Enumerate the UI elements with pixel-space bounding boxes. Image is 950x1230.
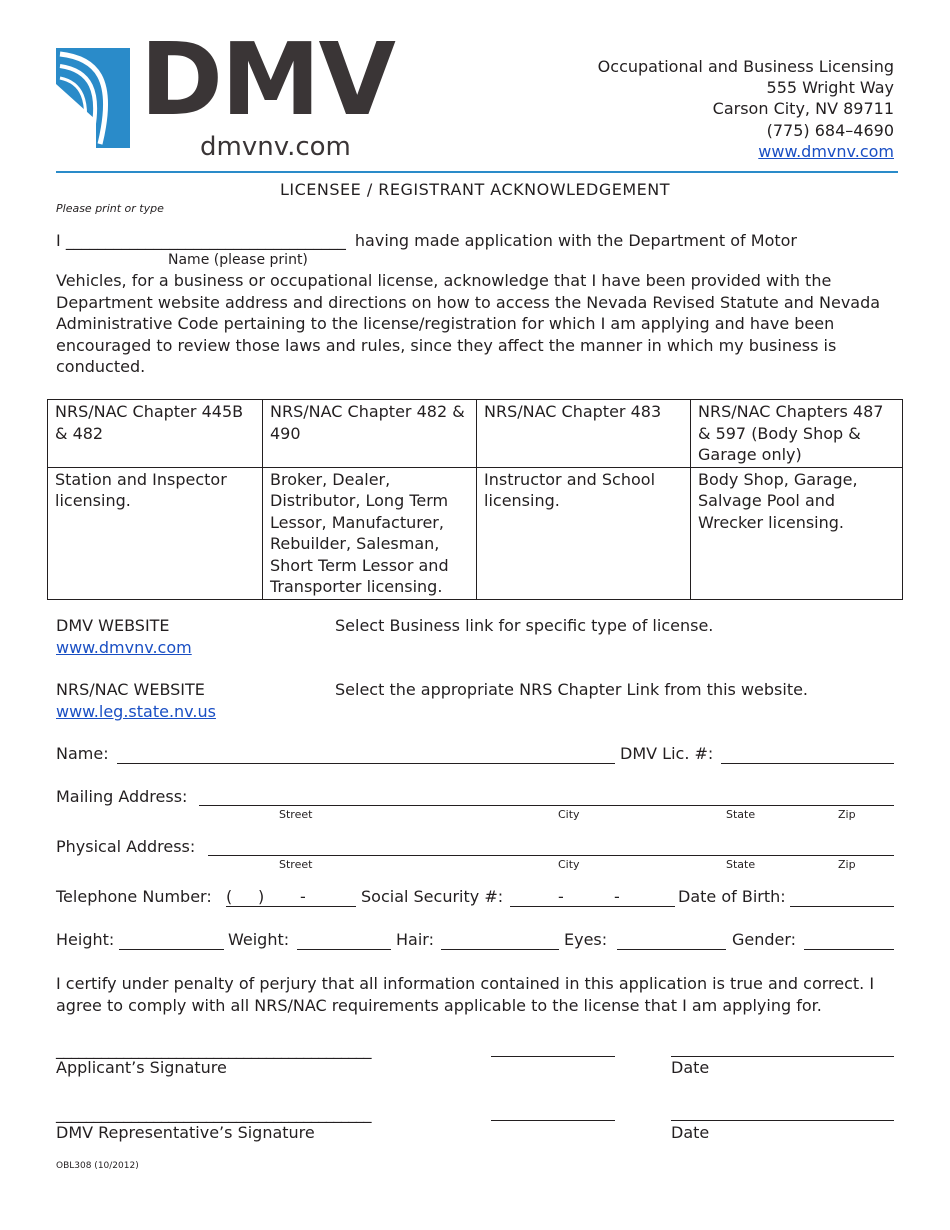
telephone-field[interactable] [226, 906, 356, 907]
table-header-cell: NRS/NAC Chapter 445B & 482 [48, 400, 263, 468]
height-field[interactable] [119, 949, 224, 950]
physical-city-caption: City [558, 858, 580, 871]
applicant-name-blank[interactable]: ___________________________________ [65, 231, 346, 250]
weight-label: Weight: [228, 930, 290, 949]
name-label: Name: [56, 744, 109, 763]
intro-suffix: having made application with the Department of Motor [354, 231, 797, 250]
phone-dash: - [300, 887, 306, 906]
table-header-cell: NRS/NAC Chapter 483 [477, 400, 691, 468]
applicant-date-caption: Date [671, 1058, 710, 1077]
mailing-state-caption: State [726, 808, 756, 821]
height-label: Height: [56, 930, 115, 949]
mailing-city-caption: City [558, 808, 580, 821]
header-org: Occupational and Business Licensing [597, 57, 894, 76]
dob-label: Date of Birth: [678, 887, 786, 906]
form-title: LICENSEE / REGISTRANT ACKNOWLEDGEMENT [279, 180, 671, 199]
dmv-rep-date-caption: Date [671, 1123, 710, 1142]
table-cell: Body Shop, Garage, Salvage Pool and Wrecker licensing. [691, 467, 903, 599]
dmv-rep-signature-blank: __________________________________________ [56, 1104, 371, 1123]
header-divider [56, 171, 898, 173]
intro-body: Vehicles, for a business or occupational license, acknowledge that I have been provided with the Department website address and directions on how to access the Nevada Revised Statute and Nevada Administrative Code pertaining to the license/registration for which I am applying and have been encouraged to review those laws and rules, since they affect the manner in which my business is conducted. [56, 271, 881, 376]
chapters-table [47, 399, 903, 600]
gender-label: Gender: [732, 930, 797, 949]
table-header-row [48, 400, 903, 468]
hair-field[interactable] [441, 949, 559, 950]
name-caption: Name (please print) [168, 252, 308, 268]
intro-prefix: I [56, 231, 61, 250]
table-cell: Broker, Dealer, Distributor, Long Term Lessor, Manufacturer, Rebuilder, Salesman, Short Term Lessor and Transporter licensing. [263, 467, 477, 599]
header-website-link[interactable]: www.dmvnv.com [758, 142, 894, 161]
nrs-website-instruction: Select the appropriate NRS Chapter Link from this website. [335, 680, 809, 699]
applicant-date-field[interactable] [671, 1056, 894, 1057]
table-cell: Instructor and School licensing. [477, 467, 691, 599]
dmv-rep-signature-field[interactable] [491, 1120, 615, 1121]
phone-paren-open: ( [226, 887, 233, 906]
table-header-cell: NRS/NAC Chapters 487 & 597 (Body Shop & Garage only) [691, 400, 903, 468]
ssn-label: Social Security #: [361, 887, 504, 906]
applicant-signature-caption: Applicant’s Signature [56, 1058, 227, 1077]
applicant-signature-blank: __________________________________________ [56, 1040, 371, 1059]
gender-field[interactable] [804, 949, 894, 950]
print-note: Please print or type [56, 202, 164, 215]
table-row [48, 467, 903, 599]
nrs-website-link[interactable]: www.leg.state.nv.us [56, 702, 216, 721]
form-code: OBL308 (10/2012) [56, 1161, 139, 1171]
header-city: Carson City, NV 89711 [712, 99, 894, 118]
dmv-lic-label: DMV Lic. #: [620, 744, 714, 763]
dmv-rep-date-field[interactable] [671, 1120, 894, 1121]
mailing-zip-caption: Zip [838, 808, 856, 821]
physical-street-caption: Street [279, 858, 313, 871]
physical-address-field[interactable] [208, 855, 894, 856]
name-field[interactable] [117, 763, 615, 764]
logo-url: dmvnv.com [200, 132, 351, 162]
table-header-cell: NRS/NAC Chapter 482 & 490 [263, 400, 477, 468]
eyes-field[interactable] [617, 949, 726, 950]
telephone-label: Telephone Number: [56, 887, 212, 906]
mailing-address-label: Mailing Address: [56, 787, 188, 806]
certification-text: I certify under penalty of perjury that all information contained in this application is true and correct. I agree to comply with all NRS/NAC requirements applicable to the license that I am applying for. [56, 974, 875, 1015]
mailing-street-caption: Street [279, 808, 313, 821]
physical-address-label: Physical Address: [56, 837, 196, 856]
dmv-website-link[interactable]: www.dmvnv.com [56, 638, 192, 657]
applicant-signature-field[interactable] [491, 1056, 615, 1057]
ssn-field[interactable] [510, 906, 675, 907]
logo-wordmark: DMV [140, 21, 394, 138]
dob-field[interactable] [790, 906, 894, 907]
ssn-dash-1: - [558, 887, 564, 906]
eyes-label: Eyes: [564, 930, 608, 949]
road-logo-icon [56, 48, 132, 148]
dmv-website-instruction: Select Business link for specific type of license. [335, 616, 714, 635]
phone-paren-close: ) [258, 887, 265, 906]
physical-zip-caption: Zip [838, 858, 856, 871]
dmv-rep-signature-caption: DMV Representative’s Signature [56, 1123, 315, 1142]
table-cell: Station and Inspector licensing. [48, 467, 263, 599]
hair-label: Hair: [396, 930, 434, 949]
physical-state-caption: State [726, 858, 756, 871]
header-street: 555 Wright Way [766, 78, 894, 97]
weight-field[interactable] [297, 949, 391, 950]
mailing-address-field[interactable] [199, 805, 894, 806]
nrs-website-label: NRS/NAC WEBSITE [56, 680, 205, 699]
ssn-dash-2: - [614, 887, 620, 906]
header-phone: (775) 684–4690 [766, 121, 894, 140]
dmv-website-label: DMV WEBSITE [56, 616, 170, 635]
dmv-lic-field[interactable] [721, 763, 894, 764]
